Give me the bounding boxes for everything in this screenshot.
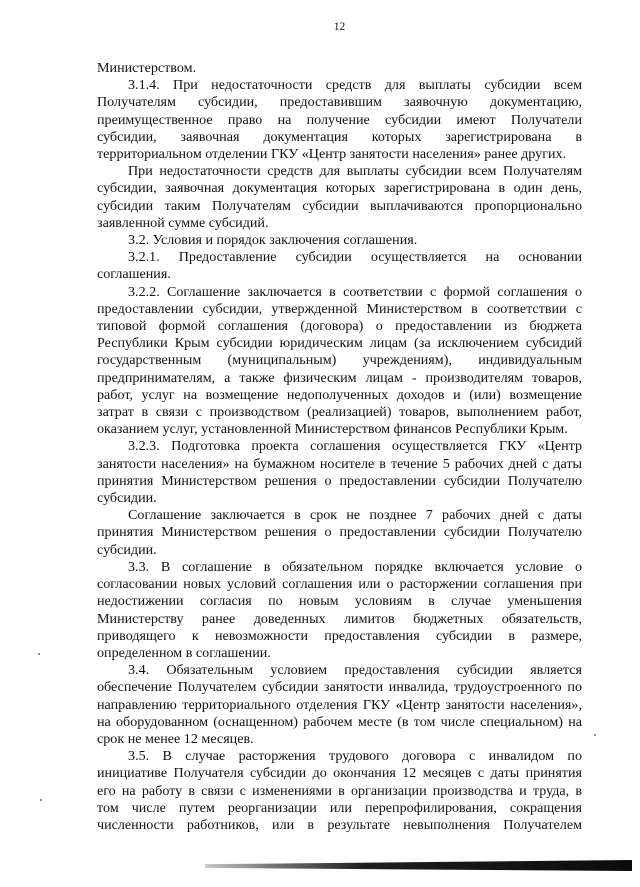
clause-3-5 xyxy=(97,748,582,834)
text-line: принятия Министерством решения о предоставлении субсидии Получателю xyxy=(97,472,582,489)
text-line: государственным (муниципальным) учреждениям), индивидуальным xyxy=(97,352,582,369)
clause-3-2-2 xyxy=(97,284,582,439)
text-line: субсидии. xyxy=(97,490,157,507)
text-line: на оборудованном (оснащенном) рабочем месте (в том числе специальном) на xyxy=(97,713,582,730)
text-line: предоставлении субсидии, утвержденной Министерством в соответствии с xyxy=(97,300,582,317)
text-line: территориальном отделении ГКУ «Центр занятости населения» ранее других. xyxy=(97,146,567,163)
text-line: обеспечение Получателем субсидии занятости инвалида, трудоустроенного по xyxy=(97,679,582,696)
text-line: приводящего к невозможности предоставления субсидии в размере, xyxy=(97,627,582,644)
scan-edge-shadow xyxy=(205,860,632,871)
paragraph-agreement-deadline xyxy=(97,507,582,559)
text-line: 3.3. В соглашение в обязательном порядке включается условие о xyxy=(128,558,582,575)
text-line: том числе путем реорганизации или перепрофилирования, сокращения xyxy=(97,799,582,816)
clause-3-2-heading xyxy=(97,232,582,249)
clause-3-4 xyxy=(97,662,582,748)
text-line: срок не менее 12 месяцев. xyxy=(97,730,254,747)
scan-speck xyxy=(38,653,40,655)
text-line: преимущественное право на получение субсидии имеют Получатели xyxy=(97,111,582,128)
text-line: направлению территориального отделения ГКУ «Центр занятости населения», xyxy=(97,696,582,713)
text-line: занятости населения» на бумажном носителе в течение 5 рабочих дней с даты xyxy=(97,455,582,472)
text-line: 3.2.3. Подготовка проекта соглашения осуществляется ГКУ «Центр xyxy=(128,438,582,455)
text-line: 3.2.2. Соглашение заключается в соответствии с формой соглашения о xyxy=(128,283,582,300)
text-line: субсидии. xyxy=(97,541,157,558)
text-line: заявленной сумме субсидий. xyxy=(97,214,269,231)
text-line: работ, услуг на возмещение недополученных доходов и (или) возмещение xyxy=(97,386,582,403)
continued-text xyxy=(97,60,582,77)
text-line: 3.2.1. Предоставление субсидии осуществляется на основании xyxy=(128,249,582,266)
clause-3-2-3 xyxy=(97,438,582,507)
text-line: соглашения. xyxy=(97,266,171,283)
text-line: Министерству ранее доведенных лимитов бюджетных обязательств, xyxy=(97,610,582,627)
text-line: принятия Министерством решения о предоставлении субсидии Получателю xyxy=(97,524,582,541)
text-line: численности работников, или в результате невыполнения Получателем xyxy=(97,816,582,833)
text-line: предпринимателям, а также физическим лицам - производителям товаров, xyxy=(97,369,582,386)
text-line: 3.1.4. При недостаточности средств для выплаты субсидии всем xyxy=(128,77,582,94)
text-line: инициативе Получателя субсидии до окончания 12 месяцев с даты принятия xyxy=(97,765,582,782)
text-line: Республики Крым субсидии юридическим лицам (за исключением субсидий xyxy=(97,335,582,352)
text-line: 3.5. В случае расторжения трудового договора с инвалидом по xyxy=(128,748,582,765)
text-line: недостижении согласия по новым условиям в случае уменьшения xyxy=(97,593,582,610)
scan-speck xyxy=(40,799,42,801)
page-number: 12 xyxy=(333,21,346,33)
clause-3-2-1 xyxy=(97,249,582,283)
text-line: 3.2. Условия и порядок заключения соглашения. xyxy=(128,232,418,249)
text-line: типовой формой соглашения (договора) о предоставлении из бюджета xyxy=(97,318,582,335)
paragraph-pro-rata-payment xyxy=(97,163,582,232)
text-line: Получателям субсидии, предоставившим заявочную документацию, xyxy=(97,94,582,111)
clause-3-1-4 xyxy=(97,77,582,163)
text-line: определенном в соглашении. xyxy=(97,644,271,661)
text-line: субсидии таким Получателям субсидии выплачиваются пропорционально xyxy=(97,197,582,214)
text-line: согласовании новых условий соглашения или о расторжении соглашения при xyxy=(97,576,582,593)
clause-3-3 xyxy=(97,559,582,662)
text-line: субсидии, заявочная документация которых зарегистрирована в xyxy=(97,128,582,145)
text-line: 3.4. Обязательным условием предоставления субсидии является xyxy=(128,662,582,679)
text-line: затрат в связи с производством (реализацией) товаров, выполнением работ, xyxy=(97,404,582,421)
text-line: его на работу в связи с изменениями в организации производства и труда, в xyxy=(97,782,582,799)
text-line: Соглашение заключается в срок не позднее 7 рабочих дней с даты xyxy=(128,507,582,524)
text-line: Министерством. xyxy=(97,60,197,76)
text-line: субсидии, заявочная документация которых зарегистрирована в один день, xyxy=(97,180,582,197)
text-line: При недостаточности средств для выплаты субсидии всем Получателям xyxy=(128,163,582,180)
text-line: оказанием услуг, установленной Министерством финансов Республики Крым. xyxy=(97,421,568,438)
document-body xyxy=(97,60,582,834)
scan-speck xyxy=(594,734,596,736)
